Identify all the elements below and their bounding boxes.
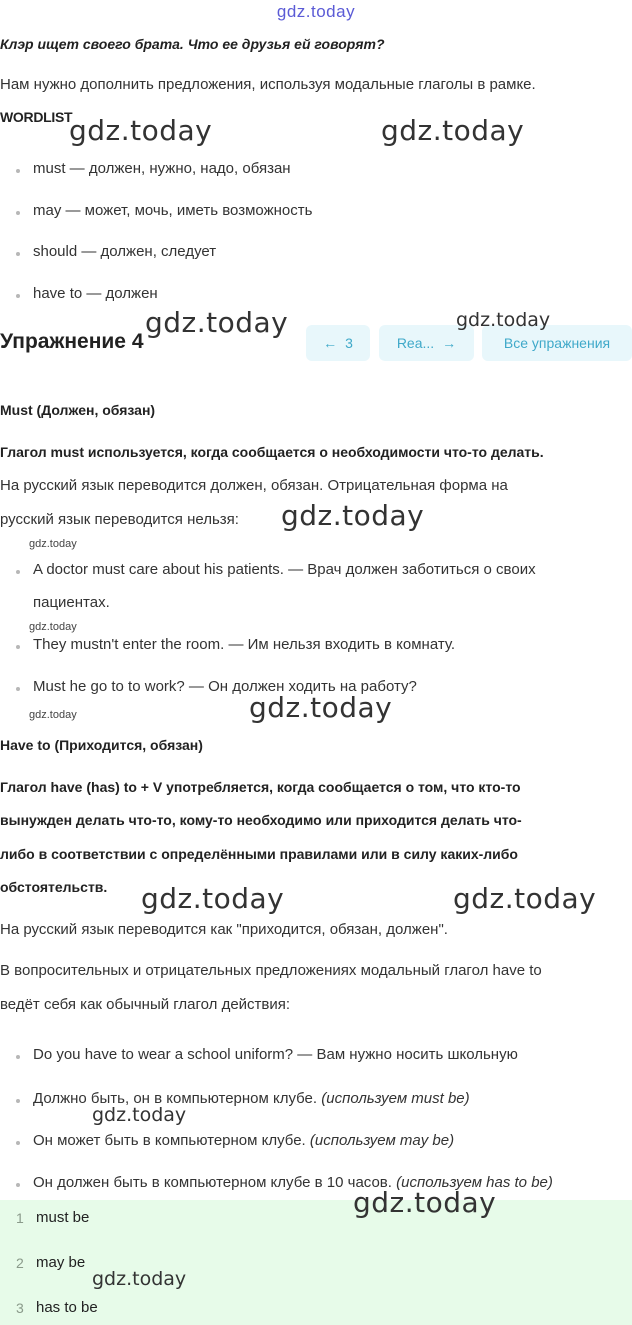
must-heading: Must (Должен, обязан) (0, 402, 156, 418)
have-to-rule-line: обстоятельств. (0, 879, 108, 895)
answer-number: 2 (16, 1255, 24, 1271)
watermark: gdz.today (381, 114, 525, 147)
must-translation-line: На русский язык переводится должен, обязан. Отрицательная форма на (0, 477, 508, 494)
must-rule: Глагол must используется, когда сообщается о необходимости что-то делать. (0, 444, 544, 460)
wordlist-item: have to — должен (33, 285, 158, 302)
answers-panel (0, 1200, 632, 1325)
watermark: gdz.today (92, 1268, 187, 1290)
have-to-heading: Have to (Приходится, обязан) (0, 737, 203, 753)
answer-text: must be (36, 1209, 90, 1226)
have-to-rule-line: либо в соответствии с определёнными правилами или в силу каких-либо (0, 846, 518, 862)
prev-exercise-label: 3 (345, 335, 353, 351)
must-example: Must he go to to work? — Он должен ходить на работу? (33, 678, 417, 695)
watermark: gdz.today (29, 538, 77, 550)
bullet-dot (16, 1099, 20, 1103)
bullet-dot (16, 1183, 20, 1187)
watermark: gdz.today (353, 1186, 497, 1219)
must-example: They mustn't enter the room. — Им нельзя входить в комнату. (33, 636, 456, 653)
exercise-title: Упражнение 4 (0, 330, 144, 353)
have-to-rule-line: вынужден делать что-то, кому-то необходимо или приходится делать что- (0, 812, 522, 828)
have-to-question-line: ведёт себя как обычный глагол действия: (0, 996, 291, 1013)
watermark: gdz.today (453, 882, 597, 915)
watermark: gdz.today (29, 709, 77, 721)
bullet-dot (16, 687, 20, 691)
wordlist-item: must — должен, нужно, надо, обязан (33, 160, 291, 177)
answer-text: may be (36, 1254, 86, 1271)
next-exercise-label: Rea... (396, 335, 435, 351)
bullet-dot (16, 645, 20, 649)
bullet-dot (16, 294, 20, 298)
instruction-text: Нам нужно дополнить предложения, используя модальные глаголы в рамке. (0, 76, 536, 93)
bullet-dot (16, 1055, 20, 1059)
must-example-continued: пациентах. (33, 594, 110, 611)
watermark: gdz.today (456, 309, 551, 331)
have-to-example: Do you have to wear a school uniform? — Вам нужно носить школьную (33, 1046, 518, 1063)
watermark: gdz.today (145, 306, 289, 339)
bullet-dot (16, 570, 20, 574)
sentence-item: Он должен быть в компьютерном клубе в 10 часов. (используем has to be) (33, 1174, 553, 1191)
bullet-dot (16, 252, 20, 256)
watermark: gdz.today (249, 691, 393, 724)
prev-exercise-button[interactable] (306, 325, 370, 361)
arrow-right-icon: → (442, 335, 457, 351)
watermark: gdz.today (141, 882, 285, 915)
must-translation-line: русский язык переводится нельзя: (0, 511, 239, 528)
must-example: A doctor must care about his patients. — Врач должен заботиться о своих (33, 561, 536, 578)
bullet-dot (16, 1141, 20, 1145)
answer-number: 1 (16, 1210, 24, 1226)
bullet-dot (16, 169, 20, 173)
wordlist-title: WORDLIST (0, 109, 73, 125)
watermark: gdz.today (92, 1104, 187, 1126)
have-to-translation: На русский язык переводится как "приходится, обязан, должен". (0, 921, 448, 938)
have-to-question-line: В вопросительных и отрицательных предложениях модальный глагол have to (0, 962, 542, 979)
wordlist-item: may — может, мочь, иметь возможность (33, 202, 313, 219)
answer-number: 3 (16, 1300, 24, 1316)
answer-text: has to be (36, 1299, 98, 1316)
site-logo[interactable]: gdz.today (276, 2, 356, 21)
watermark: gdz.today (29, 621, 77, 633)
sentence-item: Должно быть, он в компьютерном клубе. (используем must be) (33, 1090, 470, 1107)
watermark: gdz.today (69, 114, 213, 147)
sentence-item: Он может быть в компьютерном клубе. (используем may be) (33, 1132, 455, 1149)
task-text: Клэр ищет своего брата. Что ее друзья ей говорят? (0, 36, 385, 52)
wordlist-item: should — должен, следует (33, 243, 217, 260)
bullet-dot (16, 211, 20, 215)
watermark: gdz.today (281, 499, 425, 532)
all-exercises-label: Все упражнения (503, 335, 611, 351)
have-to-rule-line: Глагол have (has) to + V употребляется, когда сообщается о том, что кто-то (0, 779, 521, 795)
arrow-left-icon: ← (323, 335, 338, 351)
